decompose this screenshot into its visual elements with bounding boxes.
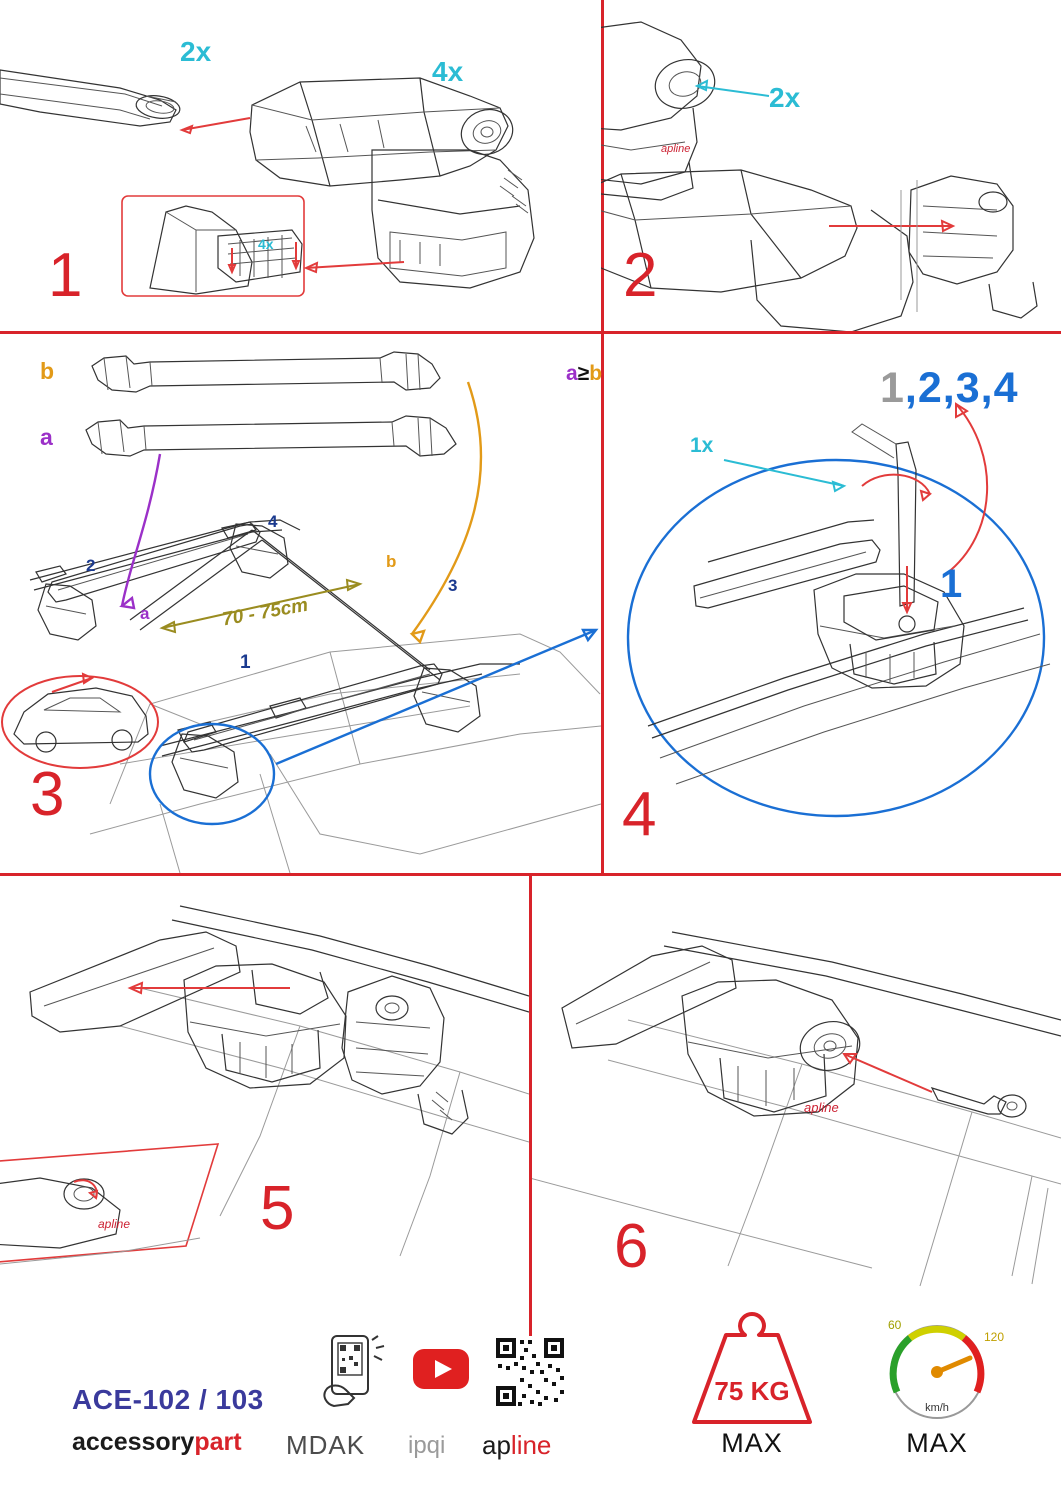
step-1-panel (0, 0, 601, 331)
partner-ipqi: ipqi (408, 1432, 446, 1459)
label-bar-b: b (40, 358, 55, 384)
step-2-panel (601, 0, 1061, 331)
brand-part-text: part (194, 1428, 242, 1456)
step-6-panel (532, 876, 1061, 1296)
svg-text:apline: apline (804, 1100, 839, 1115)
svg-text:apline: apline (98, 1217, 131, 1231)
label-highlight-1: 1 (940, 562, 963, 606)
brand-accessory-text: accessory (72, 1428, 195, 1456)
footer-right (532, 1296, 1061, 1500)
step-number-6: 6 (614, 1212, 650, 1281)
step-4-panel (604, 334, 1061, 873)
callout-4x-pad: 4x (258, 236, 274, 252)
label-bar-a: a (40, 424, 53, 450)
label-distance: 70 - 75cm (220, 594, 310, 631)
step-3-panel (0, 334, 601, 873)
step-5-panel (0, 876, 529, 1296)
scan-qr-phone-icon (318, 1334, 390, 1412)
youtube-icon[interactable] (412, 1348, 470, 1390)
max-load-value: 75 KG (714, 1376, 790, 1406)
svg-text:apline: apline (661, 143, 691, 155)
brand-accessorypart (72, 1428, 242, 1457)
label-condition-ab: a≥b (566, 362, 603, 385)
label-sequence: 1,2,3,4 (880, 364, 1019, 412)
step-number-4: 4 (622, 780, 658, 849)
step-1-illustration (0, 0, 601, 331)
footer-left (0, 1296, 552, 1500)
partner-apline: apline (482, 1430, 552, 1460)
model-code: ACE-102 / 103 (72, 1384, 264, 1415)
step-number-3: 3 (30, 760, 66, 829)
callout-2x-bar: 2x (180, 36, 212, 67)
callout-1x-tool: 1x (690, 434, 714, 457)
label-foot-3: 3 (448, 576, 458, 595)
label-arrow-a: a (140, 604, 150, 623)
max-speed-label: MAX (906, 1428, 968, 1458)
step-number-2: 2 (623, 241, 659, 310)
speed-min-tick: 60 (888, 1318, 902, 1332)
partner-mdak: MDAK (286, 1430, 366, 1460)
callout-4x-foot: 4x (432, 56, 464, 87)
step-2-illustration (601, 0, 1061, 331)
step-4-illustration (604, 334, 1061, 873)
label-foot-2: 2 (86, 556, 96, 575)
max-load-label: MAX (721, 1428, 783, 1458)
step-number-5: 5 (260, 1174, 296, 1243)
speed-max-tick: 120 (984, 1330, 1005, 1344)
callout-2x-lock: 2x (769, 82, 801, 113)
step-number-1: 1 (48, 241, 84, 310)
label-foot-4: 4 (268, 512, 278, 531)
step-6-illustration (532, 876, 1061, 1296)
label-arrow-b: b (386, 552, 397, 571)
speed-unit: km/h (925, 1402, 949, 1414)
max-load-icon (682, 1308, 822, 1428)
label-foot-1: 1 (240, 652, 251, 673)
